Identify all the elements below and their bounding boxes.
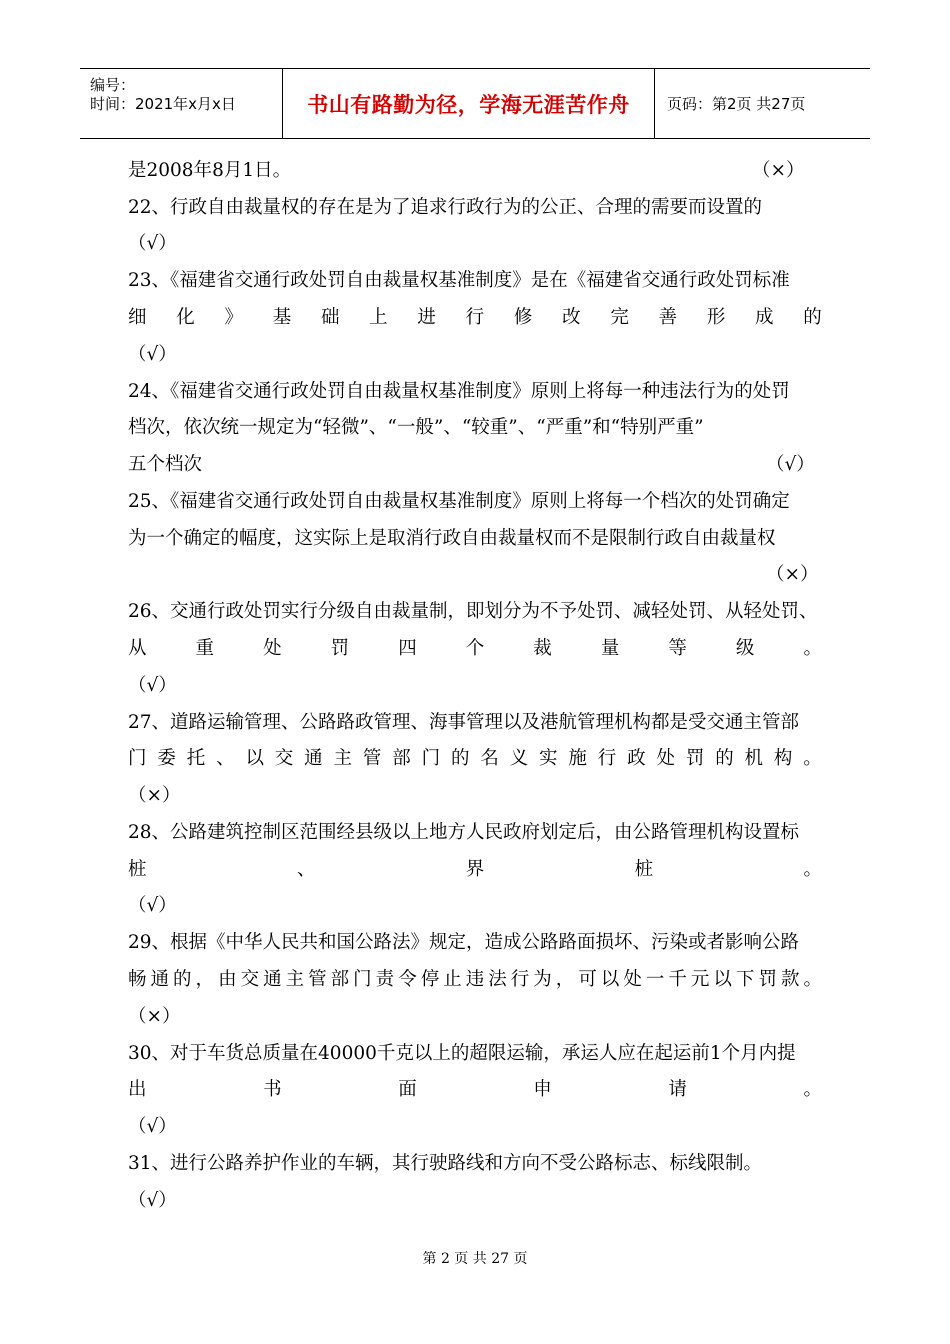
justified-char: 四 (398, 638, 417, 659)
justified-char: 以 (245, 748, 264, 769)
justified-char: 处 (656, 748, 675, 769)
justified-char: 通 (150, 969, 170, 990)
justified-char: 书 (263, 1079, 282, 1100)
justified-char: 。 (803, 748, 822, 769)
answer-mark: （√） (766, 454, 815, 475)
text-line: 22、行政自由裁量权的存在是为了追求行政行为的公正、合理的需要而设置的 (128, 197, 763, 218)
text-line: 26、交通行政处罚实行分级自由裁量制，即划分为不予处罚、减轻处罚、从轻处罚、 (128, 601, 818, 622)
justified-char: 止 (443, 969, 462, 990)
justified-char: 、 (216, 748, 235, 769)
justified-char: 义 (509, 748, 529, 769)
justified-char: 的 (803, 307, 822, 328)
justified-char: 。 (803, 969, 822, 990)
justified-char: 界 (465, 859, 485, 880)
justified-char: 的 (173, 969, 192, 990)
justified-line (128, 968, 822, 992)
justified-char: ， (555, 969, 575, 990)
answer-mark: （√） (128, 895, 177, 916)
justified-char: 改 (562, 307, 581, 328)
justified-char: 细 (128, 307, 147, 328)
text-line: 28、公路建筑控制区范围经县级以上地方人民政府划定后，由公路管理机构设置标 (128, 822, 800, 843)
text-line: 为一个确定的幅度，这实际上是取消行政自由裁量权而不是限制行政自由裁量权 (128, 528, 776, 549)
justified-char: 门 (421, 748, 441, 769)
justified-char: 桩 (128, 859, 147, 880)
justified-char: 进 (417, 307, 436, 328)
justified-char: 修 (513, 307, 533, 328)
justified-char: 停 (420, 969, 440, 990)
answer-mark: （√） (128, 675, 177, 696)
justified-char: 量 (600, 638, 620, 659)
justified-char: 机 (744, 748, 764, 769)
justified-char: 》 (224, 307, 243, 328)
justified-char: 处 (623, 969, 642, 990)
justified-char: 上 (369, 307, 388, 328)
document-time-label: 时间：2021年x月x日 (90, 95, 236, 113)
justified-char: 。 (803, 638, 822, 659)
justified-char: 门 (353, 969, 372, 990)
justified-char: 委 (157, 748, 176, 769)
answer-mark: （√） (128, 344, 177, 365)
justified-char: 违 (465, 969, 485, 990)
justified-char: 形 (706, 307, 726, 328)
justified-char: 款 (780, 969, 800, 990)
justified-char: 主 (333, 748, 353, 769)
justified-char: 出 (128, 1079, 147, 1100)
justified-char: 、 (296, 859, 316, 880)
text-line: 24、《福建省交通行政处罚自由裁量权基准制度》原则上将每一种违法行为的处罚 (128, 381, 790, 402)
justified-char: 请 (668, 1079, 687, 1100)
justified-char: 础 (320, 307, 340, 328)
answer-mark: （√） (128, 1116, 177, 1137)
justified-char: 交 (274, 748, 294, 769)
header-motto: 书山有路勤为径，学海无涯苦作舟 (307, 92, 630, 117)
justified-line (128, 637, 822, 661)
justified-char: 个 (465, 638, 485, 659)
answer-mark: （×） (752, 160, 805, 181)
justified-char: 罚 (330, 638, 350, 659)
justified-char: 罚 (758, 969, 777, 990)
justified-char: 行 (465, 307, 485, 328)
justified-char: 以 (713, 969, 732, 990)
justified-char: 通 (304, 748, 323, 769)
header-info-cell (80, 69, 283, 138)
justified-char: 裁 (533, 638, 552, 659)
justified-char: 施 (568, 748, 587, 769)
answer-mark: （×） (766, 564, 819, 585)
justified-line (128, 306, 822, 330)
justified-char: 通 (263, 969, 282, 990)
justified-char: 托 (186, 748, 206, 769)
justified-char: 令 (398, 969, 417, 990)
justified-char: 重 (195, 638, 215, 659)
justified-char: 千 (668, 969, 687, 990)
justified-char: 交 (240, 969, 260, 990)
justified-char: 行 (510, 969, 530, 990)
text-line: 27、道路运输管理、公路路政管理、海事管理以及港航管理机构都是受交通主管部 (128, 712, 800, 733)
header-motto-cell (283, 69, 655, 138)
text-line: 档次，依次统一规定为“轻微”、“一般”、“较重”、“严重”和“特别严重” (128, 417, 704, 438)
page-footer: 第 2 页 共 27 页 (422, 1251, 528, 1267)
justified-char: 。 (803, 1079, 822, 1100)
justified-char: 门 (128, 748, 147, 769)
justified-char: 为 (533, 969, 552, 990)
justified-char: 桩 (634, 859, 654, 880)
justified-char: 成 (755, 307, 774, 328)
justified-char: 一 (645, 969, 665, 990)
justified-char: ， (195, 969, 215, 990)
justified-char: 善 (658, 307, 678, 328)
justified-char: 完 (610, 307, 629, 328)
justified-char: 等 (668, 638, 687, 659)
justified-char: 基 (272, 307, 292, 328)
justified-char: 法 (488, 969, 507, 990)
header-page-label: 页码：第2页 共27页 (667, 95, 806, 113)
justified-char: 行 (597, 748, 617, 769)
justified-char: 。 (803, 859, 822, 880)
justified-char: 化 (176, 307, 195, 328)
justified-char: 下 (735, 969, 755, 990)
justified-char: 构 (773, 748, 793, 769)
justified-char: 畅 (128, 969, 147, 990)
justified-line (128, 1078, 822, 1102)
justified-char: 从 (128, 638, 147, 659)
text-line: 是2008年8月1日。 (128, 160, 292, 181)
justified-char: 申 (533, 1079, 552, 1100)
answer-mark: （×） (128, 785, 181, 806)
justified-char: 以 (600, 969, 620, 990)
text-line: 五个档次 (128, 454, 203, 475)
justified-line (128, 858, 822, 882)
justified-char: 部 (330, 969, 350, 990)
text-line: 29、根据《中华人民共和国公路法》规定，造成公路路面损坏、污染或者影响公路 (128, 932, 800, 953)
justified-char: 的 (450, 748, 470, 769)
justified-char: 实 (539, 748, 558, 769)
justified-char: 名 (480, 748, 499, 769)
text-line: 25、《福建省交通行政处罚自由裁量权基准制度》原则上将每一个档次的处罚确定 (128, 491, 790, 512)
justified-char: 罚 (685, 748, 705, 769)
answer-mark: （√） (128, 1190, 177, 1211)
justified-char: 政 (627, 748, 646, 769)
text-line: 23、《福建省交通行政处罚自由裁量权基准制度》是在《福建省交通行政处罚标准 (128, 270, 790, 291)
justified-char: 的 (715, 748, 734, 769)
justified-char: 由 (218, 969, 237, 990)
justified-char: 级 (735, 638, 755, 659)
justified-char: 责 (375, 969, 395, 990)
answer-mark: （√） (128, 233, 177, 254)
text-line: 30、对于车货总质量在40000千克以上的超限运输，承运人应在起运前1个月内提 (128, 1043, 796, 1064)
justified-char: 面 (398, 1079, 417, 1100)
justified-char: 管 (362, 748, 382, 769)
text-line: 31、进行公路养护作业的车辆，其行驶路线和方向不受公路标志、标线限制。 (128, 1153, 763, 1174)
justified-char: 主 (285, 969, 305, 990)
document-header (80, 68, 870, 139)
justified-char: 可 (578, 969, 597, 990)
justified-char: 处 (263, 638, 282, 659)
justified-char: 管 (308, 969, 327, 990)
header-page-cell (655, 69, 870, 138)
document-code-label: 编号： (90, 76, 136, 94)
answer-mark: （×） (128, 1006, 181, 1027)
justified-char: 部 (392, 748, 411, 769)
justified-line (128, 747, 822, 771)
justified-char: 元 (690, 969, 710, 990)
